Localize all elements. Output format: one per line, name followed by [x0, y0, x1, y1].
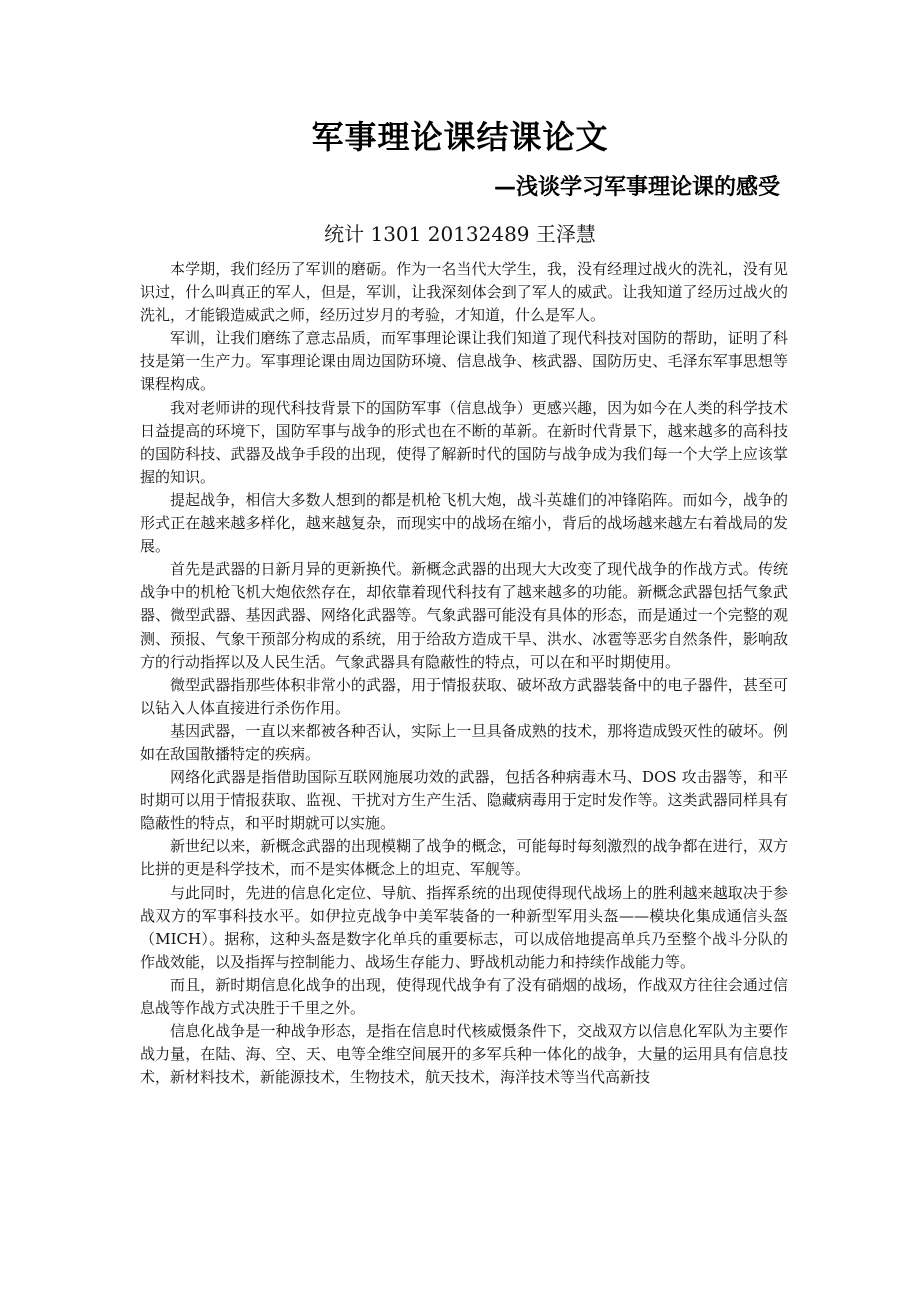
paragraph: 提起战争，相信大多数人想到的都是机枪飞机大炮，战斗英雄们的冲锋陷阵。而如今，战争的形式正在越来越多样化，越来越复杂，而现实中的战场在缩小，背后的战场越来越左右着战局的发展。	[140, 490, 788, 556]
paragraph: 新世纪以来，新概念武器的出现模糊了战争的概念，可能每时每刻激烈的战争都在进行，双方比拼的更是科学技术，而不是实体概念上的坦克、军舰等。	[140, 837, 788, 879]
paragraph: 而且，新时期信息化战争的出现，使得现代战争有了没有硝烟的战场，作战双方往往会通过信息战等作战方式决胜于千里之外。	[140, 975, 788, 1017]
paragraph: 首先是武器的日新月异的更新换代。新概念武器的出现大大改变了现代战争的作战方式。传统战争中的机枪飞机大炮依然存在，却依靠着现代科技有了越来越多的功能。新概念武器包括气象武器、微型武器、基因武器、网络化武器等。气象武器可能没有具体的形态，而是通过一个完整的观测、预报、气象干预部分构成的系统，用于给敌方造成干旱、洪水、冰雹等恶劣自然条件，影响敌方的行动指挥以及人民生活。气象武器具有隐蔽性的特点，可以在和平时期使用。	[140, 560, 788, 671]
paragraph: 我对老师讲的现代科技背景下的国防军事（信息战争）更感兴趣，因为如今在人类的科学技术日益提高的环境下，国防军事与战争的形式也在不断的革新。在新时代背景下，越来越多的高科技的国防科技、武器及战争手段的出现，使得了解新时代的国防与战争成为我们每一个大学上应该掌握的知识。	[140, 398, 788, 486]
paragraph: 微型武器指那些体积非常小的武器，用于情报获取、破坏敌方武器装备中的电子器件，甚至可以钻入人体直接进行杀伤作用。	[140, 675, 788, 717]
paragraph: 网络化武器是指借助国际互联网施展功效的武器，包括各种病毒木马、DOS 攻击器等，和平时期可以用于情报获取、监视、干扰对方生产生活、隐藏病毒用于定时发作等。这类武器同样具有隐蔽性的特点，和平时期就可以实施。	[140, 768, 788, 833]
paragraph: 军训，让我们磨练了意志品质，而军事理论课让我们知道了现代科技对国防的帮助，证明了科技是第一生产力。军事理论课由周边国防环境、信息战争、核武器、国防历史、毛泽东军事思想等课程构成。	[140, 329, 788, 394]
paragraph: 信息化战争是一种战争形态，是指在信息时代核威慑条件下，交战双方以信息化军队为主要作战力量，在陆、海、空、天、电等全维空间展开的多军兵种一体化的战争，大量的运用具有信息技术，新材料技术，新能源技术，生物技术，航天技术，海洋技术等当代高新技	[140, 1022, 788, 1087]
author-line: 统计 1301 20132489 王泽慧	[324, 222, 596, 246]
paragraph: 与此同时，先进的信息化定位、导航、指挥系统的出现使得现代战场上的胜利越来越取决于参战双方的军事科技水平。如伊拉克战争中美军装备的一种新型军用头盔——模块化集成通信头盔（MICH）。据称，这种头盔是数字化单兵的重要标志，可以成倍地提高单兵乃至整个战斗分队的作战效能，以及指挥与控制能力、战场生存能力、野战机动能力和持续作战能力等。	[140, 883, 788, 971]
body-text	[140, 258, 788, 1089]
document-title: 军事理论课结课论文	[311, 118, 609, 156]
paragraph: 基因武器，一直以来都被各种否认，实际上一旦具备成熟的技术，那将造成毁灭性的破坏。例如在敌国散播特定的疾病。	[140, 721, 788, 763]
paragraph: 本学期，我们经历了军训的磨砺。作为一名当代大学生，我，没有经理过战火的洗礼，没有见识过，什么叫真正的军人，但是，军训，让我深刻体会到了军人的威武。让我知道了经历过战火的洗礼，才能锻造威武之师，经历过岁月的考验，才知道，什么是军人。	[140, 260, 788, 325]
document-subtitle: —浅谈学习军事理论课的感受	[493, 175, 780, 200]
